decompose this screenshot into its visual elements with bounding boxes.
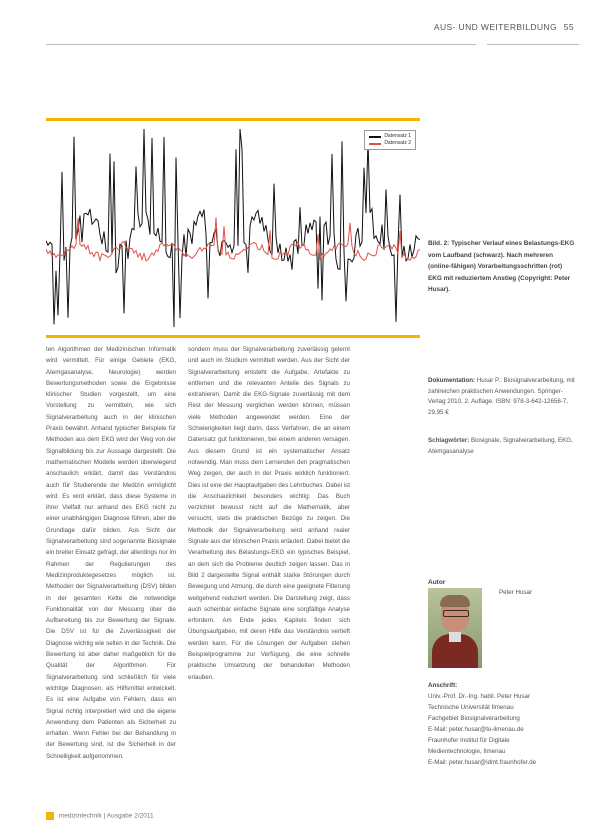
address-block [428,680,578,768]
author-heading: Autor [428,579,446,586]
section-title [434,22,574,32]
section-title-text: AUS- UND WEITERBILDUNG [433,22,557,32]
address-line: Technische Universität Ilmenau [428,704,514,711]
legend-label-1: Datensatz 1 [384,133,411,139]
photo-glasses [443,610,469,617]
keywords-box [428,436,576,457]
page-footer [46,812,154,820]
documentation-box [428,376,576,418]
documentation-text: Husar P.: Biosignalverarbeitung, mit zahlreichen praktischen Anwendungen. Springer-Verlag 2010, 2. Auflage. ISBN: 978-3-642-12656-7, 29,95 € [428,377,575,416]
header-rule [46,44,476,45]
keywords-text: Biosignale, Signalverarbeitung, EKG, Atemgasanalyse [428,437,573,455]
ecg-raw-trace [46,129,420,327]
figure-legend [364,130,416,150]
documentation-label: Dokumentation: [428,377,476,384]
author-name: Peter Husar [499,589,533,596]
legend-label-2: Datensatz 2 [384,140,411,146]
author-photo [428,588,482,668]
ecg-processed-trace [46,218,420,261]
address-line: Medientechnologie, Ilmenau [428,748,506,755]
legend-entry-2 [369,140,411,147]
footer-marker-icon [46,812,54,820]
address-label: Anschrift: [428,682,458,689]
body-column-2 [188,344,350,683]
footer-text: medizintechnik | Ausgabe 2/2011 [58,812,154,820]
header-rule-right [487,44,579,45]
address-email[interactable]: E-Mail: peter.husar@idmt.fraunhofer.de [428,759,537,766]
figure-bottom-bar [46,335,420,338]
photo-collar [449,632,461,642]
ecg-figure [46,118,420,338]
ecg-plot [46,121,420,335]
address-line: Univ.-Prof. Dr.-Ing. habil. Peter Husar [428,693,531,700]
body-text-1: ten Algorithmen der Medizinischen Informatik wird vermittelt. Für einige Gebiete (EKG, Atemgasanalyse, Neurologie) werden Bewertungsmethoden sowie die Ergebnisse klinischer Studien vorgestellt, um eine Vorstellung zu vermitteln, wie sich Signalverarbeitung auch in der klinischen Praxis bewährt. Anhand typischer Beispiele für Methoden aus dem EKG wird der Weg von der Signalbildung bis zur Aussage dargestellt. Die mathematischen Modelle werden überwiegend anschaulich erklärt, damit das Verständnis auch für Studierende der Medizin ermöglicht wird. Es wird erklärt, dass diese Systeme in ihrer Vielfalt nur anhand des EKG nicht zu einer unabhängigen Diagnose führen, aber die Grundlage dafür bilden. Aus Sicht der Signalverarbeitung sind sogenannte Biosignale ein breiter Einsatz gefragt, der allerdings nur im Rahmen der Regulierungen des Medizinproduktegesetzes möglich ist. Methoden der Signalverarbeitung (DSV) bilden in der gesamten Kette die notwendige Funktionalität von der Messung über die Aufbereitung bis zur Bewertung der Signale. Die DSV ist für die Zuverlässigkeit der Diagnose wichtig wie selten in der Technik. Die Bewertung ist aber daher maßgeblich für die Qualität der Algorithmen. Für Signalverarbeitung sind schließlich für viele wichtige Diagnosen, als Hilfsmittel entwickelt. Es ist eine Aufgabe von Fehlern, dass ein Signal richtig interpretiert wird und die eigene Anwendung dem Patienten als Sicherheit zu erhalten. Wenn Fehler bei der Behandlung in der Bewertung sind, ist die Sicherheit in der Schnelligkeit aufgenommen. [46,346,177,760]
body-column-1 [46,344,176,762]
address-line: Fraunhofer Institut für Digitale [428,737,510,744]
page-number: 55 [563,22,574,32]
keywords-label: Schlagwörter: [428,437,470,444]
photo-hair [440,595,470,607]
body-text-2: sondern muss der Signalverarbeitung zuverlässig gelernt und auch im Studium vermittelt werden. Aus der Sicht der Signalverarbeitung entsteht die Aufgabe, Artefakte zu entfernen und die relevanten Anteile des Signals zu extrahieren. Damit die EKG-Signale zuverlässig mit dem Rest der Messung verglichen werden können, müssen viele Methoden angewendet werden. Eine der Schwierigkeiten liegt darin, dass Verfahren, die an einem Datensatz gut funktionieren, bei einem anderen versagen. Aus diesem Grund ist ein systematischer Ansatz notwendig. Man muss dem Lernenden den pragmatischen Weg zeigen, der auch in der Praxis wirklich funktioniert. Dies ist eine der Hauptaufgaben des Lehrbuches. Dabei ist die Anschaulichkeit besonders wichtig: Das Buch verzichtet bewusst nicht auf die Mathematik, aber versucht, stets die praktischen Bezüge zu zeigen. Die Methodik der Signalverarbeitung wird anhand realer Signale aus der klinischen Praxis erläutert. Dabei bietet die Verarbeitung des Belastungs-EKG ein typisches Beispiel, an dem sich die Probleme deutlich zeigen lassen. Das in Bild 2 dargestellte Signal enthält starke Störungen durch Bewegung und Atmung, die durch eine geeignete Filterung weitgehend reduziert werden. Die Darstellung zeigt, dass auch scheinbar einfache Signale eine sorgfältige Analyse erfordern. Am Ende jedes Kapitels finden sich Übungsaufgaben, mit deren Hilfe das Verständnis vertieft werden kann. Für die Lösungen der Aufgaben stehen Beispielprogramme zur Verfügung, die eine schnelle praktische Umsetzung der behandelten Methoden erlauben. [188,346,350,681]
legend-swatch-black [369,136,381,138]
figure-caption: Bild. 2: Typischer Verlauf eines Belastungs-EKG vom Laufband (schwarz). Nach mehreren (online-fähigen) Vorarbeitungsschritten (rot) EKG mit reduziertem Anstieg (Copyright: Peter Husar). [428,240,575,294]
legend-swatch-red [369,143,381,145]
address-email[interactable]: E-Mail: peter.husar@tu-ilmenau.de [428,726,524,733]
legend-entry-1 [369,133,411,140]
address-line: Fachgebiet Biosignalverarbeitung [428,715,520,722]
